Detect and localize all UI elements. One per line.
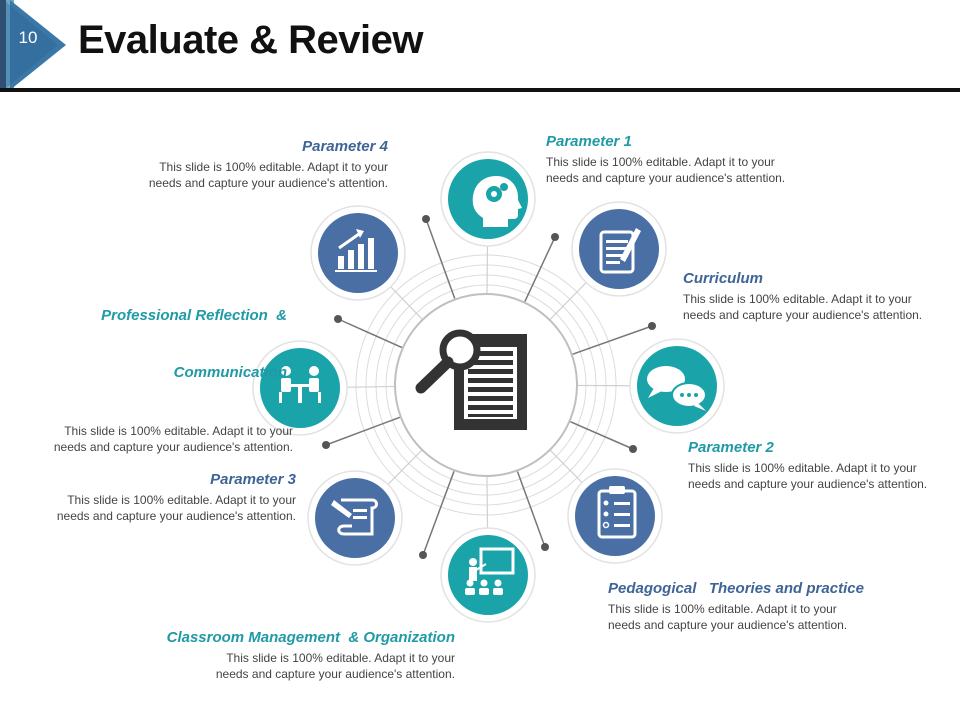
label-curriculum [683,269,958,323]
center-hub [395,294,577,476]
pin-dot [419,551,427,559]
description-line: This slide is 100% editable. Adapt it to your [159,160,388,174]
pin-line [525,237,555,302]
heading-line: Communication [173,364,287,381]
pin-dot [648,322,656,330]
label-parameter-2 [688,438,958,492]
label-pedagogical [608,579,908,633]
slide-title: Evaluate & Review [78,18,423,62]
label-parameter-4 [110,137,388,191]
pin-line [517,471,545,547]
description-line: This slide is 100% editable. Adapt it to your [67,493,296,507]
description-line: needs and capture your audience's attention. [53,440,293,454]
description-line: needs and capture your audience's attention. [683,308,923,322]
description-line: This slide is 100% editable. Adapt it to your [683,292,912,306]
label-parameter-3 [20,470,296,524]
pin-dot [422,215,430,223]
description-line: needs and capture your audience's attention. [688,477,928,491]
node-teacher-presentation [441,528,535,622]
label-heading: Parameter 1 [546,133,632,150]
label-heading: Curriculum [683,270,764,287]
pin-dot [541,543,549,551]
description-line: needs and capture your audience's attention. [148,176,388,190]
pin-line [326,417,400,445]
pin-dot [322,441,330,449]
label-heading: Pedagogical Theories and practice [608,580,864,597]
description-line: needs and capture your audience's attention. [215,667,455,681]
description-line: needs and capture your audience's attention. [546,171,786,185]
pin-dot [629,445,637,453]
label-heading: Classroom Management & Organization [166,629,455,646]
label-heading: Parameter 3 [210,471,296,488]
label-heading [16,268,293,420]
pin-line [426,219,455,298]
label-description [608,601,908,633]
pin-dot [334,315,342,323]
slide-number: 10 [18,28,38,47]
label-heading: Parameter 2 [688,439,774,456]
description-line: This slide is 100% editable. Adapt it to your [226,651,455,665]
label-heading: Parameter 4 [302,138,388,155]
label-description [110,159,388,191]
description-line: This slide is 100% editable. Adapt it to your [688,461,917,475]
pin-line [338,319,402,348]
description-line: This slide is 100% editable. Adapt it to your [608,602,837,616]
label-description [683,291,958,323]
label-classroom [130,628,455,682]
label-description [16,423,293,455]
label-parameter-1 [546,132,826,186]
pin-line [573,326,652,354]
label-description [130,650,455,682]
description-line: This slide is 100% editable. Adapt it to your [546,155,775,169]
description-line: needs and capture your audience's attention. [56,509,296,523]
label-description [20,492,296,524]
label-description [546,154,826,186]
heading-line: Professional Reflection & [101,307,287,324]
label-description [688,460,958,492]
description-line: This slide is 100% editable. Adapt it to your [64,424,293,438]
description-line: needs and capture your audience's attention. [608,618,848,632]
label-professional [16,268,293,455]
pin-dot [551,233,559,241]
